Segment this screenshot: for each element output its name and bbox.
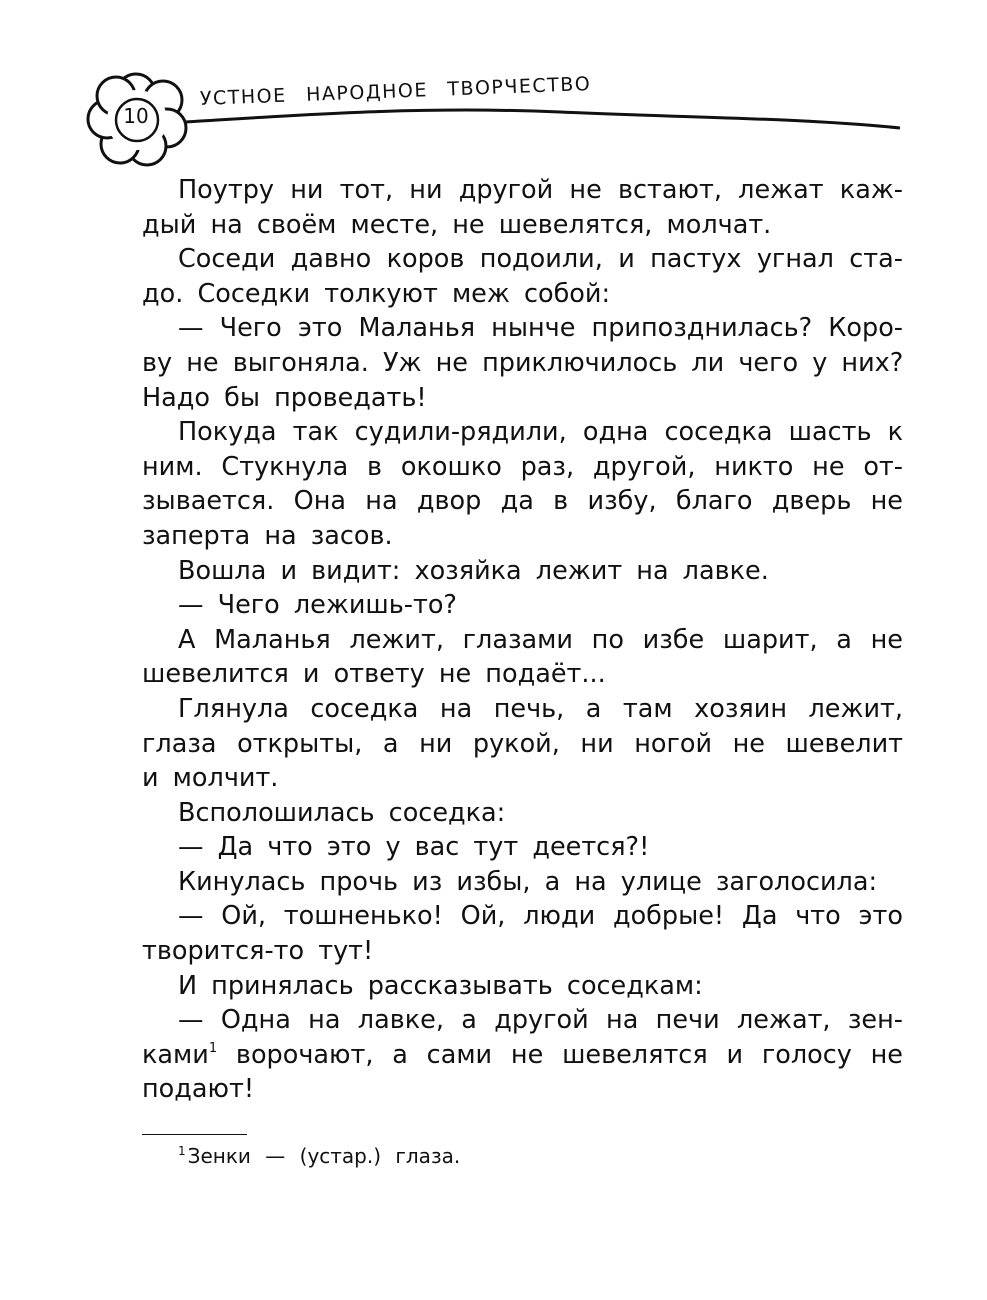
header-rule <box>186 110 900 128</box>
running-header <box>0 0 987 170</box>
footnote-text: Зенки — (устар.) глаза. <box>187 1144 461 1168</box>
text-line: — Одна на лавке, а другой на печи лежат, зен- <box>178 1005 903 1036</box>
section-title: УСТНОЕ НАРОДНОЕ ТВОРЧЕСТВО <box>199 72 592 110</box>
footnote-marker: 1 <box>178 1144 186 1158</box>
text-line: заперта на засов. <box>142 520 393 551</box>
footnoted-word: ками <box>142 1039 209 1070</box>
text-line: Всполошилась соседка: <box>178 797 506 828</box>
text-line: до. Соседки толкуют меж собой: <box>142 278 611 309</box>
text-line: дый на своём месте, не шевелятся, молчат. <box>142 209 772 240</box>
text-line: Надо бы проведать! <box>142 382 427 413</box>
text-line: — Да что это у вас тут деется?! <box>178 832 650 863</box>
text-line: А Маланья лежит, глазами по избе шарит, а не <box>178 624 903 655</box>
text-line: — Чего это Маланья нынче припозднилась? Коро- <box>178 313 903 344</box>
text-line-rest: ворочают, а сами не шевелятся и голосу не <box>235 1039 903 1070</box>
text-line: Вошла и видит: хозяйка лежит на лавке. <box>178 555 769 586</box>
text-line: подают! <box>142 1074 255 1105</box>
text-line: Покуда так судили-рядили, одна соседка шасть к <box>178 417 903 448</box>
text-line: ву не выгоняла. Уж не приключилось ли чего у них? <box>142 347 904 378</box>
text-line: — Ой, тошненько! Ой, люди добрые! Да что это <box>178 901 903 932</box>
text-line: Поутру ни тот, ни другой не встают, лежат каж- <box>178 175 903 205</box>
text-line: ним. Стукнула в окошко раз, другой, никто не от- <box>142 451 903 482</box>
footnote-reference[interactable]: 1 <box>208 1040 218 1056</box>
text-line: Кинулась прочь из избы, а на улице заголосила: <box>178 866 878 897</box>
story-text <box>142 173 903 1107</box>
text-line: Глянула соседка на печь, а там хозяин лежит, <box>178 693 903 724</box>
text-line: и молчит. <box>142 763 279 794</box>
text-line: шевелится и ответу не подаёт... <box>142 659 606 690</box>
text-line: творится-то тут! <box>142 936 374 967</box>
footnote <box>178 1144 460 1168</box>
text-line: глаза открыты, а ни рукой, ни ногой не шевелит <box>142 728 903 759</box>
text-line: И принялась рассказывать соседкам: <box>178 970 703 1001</box>
text-line: — Чего лежишь-то? <box>178 590 457 621</box>
text-line: Соседи давно коров подоили, и пастух угнал ста- <box>178 244 903 275</box>
text-line-with-footnote <box>142 1038 903 1073</box>
page-number: 10 <box>123 104 149 128</box>
footnote-divider <box>142 1134 247 1135</box>
text-line: зывается. Она на двор да в избу, благо дверь не <box>142 486 903 517</box>
